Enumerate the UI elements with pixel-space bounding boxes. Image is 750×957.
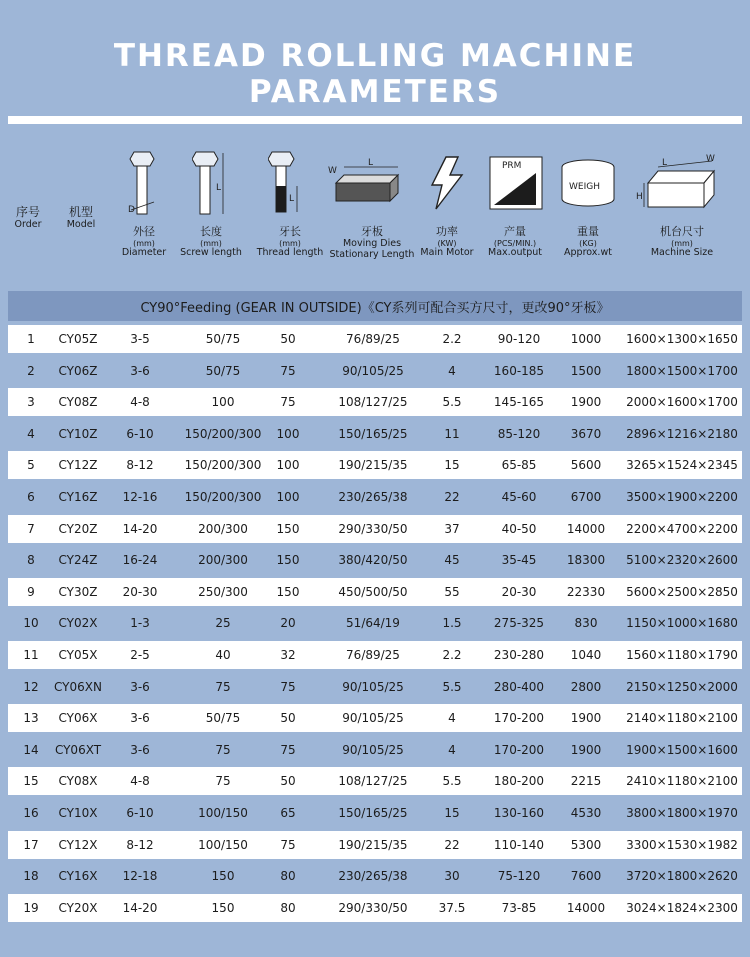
cell-order: 3 (27, 395, 35, 410)
cell-screw-length: 150 (211, 900, 235, 915)
cell-model: CY06X (58, 711, 98, 726)
cell-thread-length: 150 (276, 553, 300, 568)
cell-diameter: 6-10 (126, 426, 154, 441)
cell-model: CY10Z (58, 426, 98, 441)
bolt-length-icon (192, 150, 232, 220)
cell-weight: 7600 (570, 869, 602, 884)
table-row (8, 862, 742, 890)
cell-machine-size: 2000×1600×1700 (626, 395, 738, 410)
cell-motor: 15 (444, 805, 460, 820)
cell-diameter: 1-3 (130, 616, 150, 631)
cell-model: CY08X (58, 774, 98, 789)
cell-screw-length: 100/150 (198, 805, 248, 820)
cell-order: 13 (23, 711, 39, 726)
svg-text:WEIGH: WEIGH (569, 182, 600, 192)
cell-motor: 4 (448, 363, 456, 378)
table-row (8, 767, 742, 795)
cell-model: CY16X (58, 869, 98, 884)
svg-text:L: L (662, 158, 668, 168)
cell-dies: 51/64/19 (346, 616, 400, 631)
cell-order: 17 (23, 837, 39, 852)
table-row (8, 515, 742, 543)
cell-order: 14 (23, 742, 39, 757)
table-row (8, 736, 742, 764)
cell-thread-length: 75 (280, 363, 296, 378)
cell-output: 180-200 (493, 774, 545, 789)
cell-order: 15 (23, 774, 39, 789)
cell-output: 75-120 (497, 869, 541, 884)
header-screw-length: 长度 (mm) Screw length (180, 225, 242, 258)
cell-screw-length: 150/200/300 (184, 426, 262, 441)
cell-thread-length: 80 (280, 869, 296, 884)
cell-order: 4 (27, 426, 35, 441)
cell-diameter: 6-10 (126, 805, 154, 820)
cell-output: 110-140 (493, 837, 545, 852)
cell-dies: 108/127/25 (338, 395, 408, 410)
cell-screw-length: 50/75 (205, 363, 241, 378)
cell-motor: 2.2 (442, 647, 462, 662)
header-diameter: 外径 (mm) Diameter (121, 225, 167, 258)
table-row (8, 831, 742, 859)
cell-dies: 108/127/25 (338, 774, 408, 789)
cell-motor: 45 (444, 553, 460, 568)
cell-machine-size: 3265×1524×2345 (626, 458, 738, 473)
svg-text:L: L (368, 158, 374, 168)
cell-motor: 2.2 (442, 332, 462, 346)
cell-output: 145-165 (493, 395, 545, 410)
cell-dies: 150/165/25 (338, 426, 408, 441)
section-header: CY90°Feeding (GEAR IN OUTSIDE)《CY系列可配合买方尺寸，更改90°牙板》 (8, 291, 742, 321)
cell-motor: 4 (448, 711, 456, 726)
svg-text:L: L (289, 194, 295, 204)
cell-machine-size: 5600×2500×2850 (626, 584, 738, 599)
cell-machine-size: 2200×4700×2200 (626, 521, 738, 536)
cell-weight: 5600 (570, 458, 602, 473)
table-row (8, 325, 742, 353)
cell-thread-length: 65 (280, 805, 296, 820)
cell-motor: 55 (444, 584, 460, 599)
header-model: 机型 Model (66, 205, 96, 230)
cell-motor: 5.5 (442, 679, 462, 694)
die-plate-icon (328, 157, 408, 212)
cell-output: 40-50 (501, 521, 537, 536)
cell-weight: 1040 (570, 647, 602, 662)
cell-model: CY02X (58, 616, 98, 631)
svg-text:W: W (706, 154, 715, 164)
cell-screw-length: 75 (215, 774, 231, 789)
cell-output: 65-85 (501, 458, 537, 473)
cell-weight: 830 (574, 616, 598, 631)
table-row (8, 578, 742, 606)
page-title: THREAD ROLLING MACHINE PARAMETERS (113, 38, 637, 110)
cell-model: CY10X (58, 805, 98, 820)
cell-output: 45-60 (501, 489, 537, 504)
header-thread-length: 牙长 (mm) Thread length (256, 225, 324, 258)
cell-dies: 380/420/50 (338, 553, 408, 568)
cell-diameter: 2-5 (130, 647, 150, 662)
cell-thread-length: 50 (280, 711, 296, 726)
cell-thread-length: 50 (280, 774, 296, 789)
header-icons (0, 145, 750, 215)
cell-weight: 6700 (570, 489, 602, 504)
cell-screw-length: 250/300 (198, 584, 248, 599)
cell-thread-length: 20 (280, 616, 296, 631)
cell-diameter: 12-16 (122, 489, 158, 504)
cell-model: CY12X (58, 837, 98, 852)
bolt-diameter-icon (126, 150, 166, 220)
cell-machine-size: 2150×1250×2000 (626, 679, 738, 694)
cell-weight: 22330 (566, 584, 606, 599)
cell-weight: 14000 (566, 900, 606, 915)
cell-machine-size: 3300×1530×1982 (626, 837, 738, 852)
header-motor: 功率 (KW) Main Motor (420, 225, 474, 258)
parameter-table (8, 325, 742, 925)
cell-diameter: 14-20 (122, 521, 158, 536)
cell-diameter: 4-8 (130, 395, 150, 410)
cell-motor: 4 (448, 742, 456, 757)
cell-diameter: 3-6 (130, 742, 150, 757)
cell-screw-length: 50/75 (205, 711, 241, 726)
cell-order: 9 (27, 584, 35, 599)
cell-weight: 5300 (570, 837, 602, 852)
cell-order: 10 (23, 616, 39, 631)
cell-motor: 5.5 (442, 774, 462, 789)
cell-order: 8 (27, 553, 35, 568)
table-row (8, 704, 742, 732)
cell-machine-size: 1150×1000×1680 (626, 616, 738, 631)
cell-output: 20-30 (501, 584, 537, 599)
svg-text:D: D (128, 205, 135, 215)
cell-order: 5 (27, 458, 35, 473)
cell-screw-length: 75 (215, 742, 231, 757)
cell-dies: 230/265/38 (338, 489, 408, 504)
cell-motor: 37.5 (438, 900, 466, 915)
cell-dies: 290/330/50 (338, 521, 408, 536)
svg-text:W: W (328, 166, 337, 176)
cell-diameter: 16-24 (122, 553, 158, 568)
cell-dies: 450/500/50 (338, 584, 408, 599)
cell-thread-length: 100 (276, 426, 300, 441)
cell-screw-length: 75 (215, 679, 231, 694)
cell-weight: 4530 (570, 805, 602, 820)
cell-weight: 1900 (570, 711, 602, 726)
cell-model: CY05X (58, 647, 98, 662)
cell-thread-length: 75 (280, 679, 296, 694)
cell-screw-length: 200/300 (198, 521, 248, 536)
table-row (8, 673, 742, 701)
lightning-icon (424, 155, 468, 211)
cell-dies: 76/89/25 (346, 647, 400, 662)
cell-motor: 22 (444, 489, 460, 504)
bolt-thread-icon (268, 150, 308, 220)
cell-screw-length: 150/200/300 (184, 489, 262, 504)
svg-text:L: L (216, 183, 222, 193)
cell-thread-length: 75 (280, 837, 296, 852)
cell-model: CY24Z (58, 553, 98, 568)
cell-dies: 90/105/25 (342, 742, 404, 757)
cell-diameter: 3-6 (130, 363, 150, 378)
cell-machine-size: 3500×1900×2200 (626, 489, 738, 504)
cell-order: 11 (23, 647, 39, 662)
cell-dies: 90/105/25 (342, 679, 404, 694)
cell-machine-size: 1800×1500×1700 (626, 363, 738, 378)
cell-screw-length: 150 (211, 869, 235, 884)
cell-model: CY20X (58, 900, 98, 915)
table-row (8, 420, 742, 448)
cell-diameter: 8-12 (126, 837, 154, 852)
cell-machine-size: 2410×1180×2100 (626, 774, 738, 789)
svg-text:PRM: PRM (502, 161, 522, 171)
cell-output: 73-85 (501, 900, 537, 915)
cell-dies: 190/215/35 (338, 837, 408, 852)
cell-model: CY30Z (58, 584, 98, 599)
cell-output: 90-120 (497, 332, 541, 346)
cell-machine-size: 3720×1800×2620 (626, 869, 738, 884)
cell-order: 2 (27, 363, 35, 378)
cell-diameter: 20-30 (122, 584, 158, 599)
cell-diameter: 4-8 (130, 774, 150, 789)
cell-weight: 1000 (570, 332, 602, 346)
cell-output: 170-200 (493, 742, 545, 757)
box-dimension-icon (636, 153, 726, 215)
cell-thread-length: 75 (280, 395, 296, 410)
cell-weight: 18300 (566, 553, 606, 568)
cell-model: CY06XN (54, 679, 102, 694)
cell-motor: 37 (444, 521, 460, 536)
cell-order: 12 (23, 679, 39, 694)
cell-machine-size: 5100×2320×2600 (626, 553, 738, 568)
cell-output: 130-160 (493, 805, 545, 820)
cell-thread-length: 75 (280, 742, 296, 757)
cell-machine-size: 2896×1216×2180 (626, 426, 738, 441)
cell-diameter: 3-6 (130, 679, 150, 694)
cell-machine-size: 1560×1180×1790 (626, 647, 738, 662)
cell-model: CY05Z (58, 332, 98, 346)
cell-screw-length: 200/300 (198, 553, 248, 568)
cell-thread-length: 100 (276, 489, 300, 504)
cell-motor: 5.5 (442, 395, 462, 410)
header-machine-size: 机台尺寸 (mm) Machine Size (650, 225, 714, 258)
cell-order: 19 (23, 900, 39, 915)
cell-model: CY06Z (58, 363, 98, 378)
table-row (8, 388, 742, 416)
cell-screw-length: 100 (211, 395, 235, 410)
cell-thread-length: 100 (276, 458, 300, 473)
cell-thread-length: 150 (276, 521, 300, 536)
cell-thread-length: 150 (276, 584, 300, 599)
header-order: 序号 Order (14, 205, 42, 230)
cell-thread-length: 80 (280, 900, 296, 915)
cell-screw-length: 50/75 (205, 332, 241, 346)
table-row (8, 641, 742, 669)
cell-dies: 190/215/35 (338, 458, 408, 473)
weight-icon (558, 157, 618, 209)
table-row (8, 483, 742, 511)
table-row (8, 357, 742, 385)
cell-thread-length: 50 (280, 332, 296, 346)
cell-screw-length: 150/200/300 (184, 458, 262, 473)
table-row (8, 799, 742, 827)
cell-motor: 1.5 (442, 616, 462, 631)
svg-text:H: H (636, 192, 643, 202)
prm-gauge-icon (488, 155, 544, 211)
cell-motor: 22 (444, 837, 460, 852)
cell-dies: 150/165/25 (338, 805, 408, 820)
cell-dies: 90/105/25 (342, 363, 404, 378)
cell-weight: 3670 (570, 426, 602, 441)
cell-motor: 15 (444, 458, 460, 473)
cell-output: 280-400 (493, 679, 545, 694)
cell-order: 7 (27, 521, 35, 536)
cell-weight: 2215 (570, 774, 602, 789)
cell-diameter: 14-20 (122, 900, 158, 915)
cell-model: CY12Z (58, 458, 98, 473)
cell-model: CY20Z (58, 521, 98, 536)
cell-machine-size: 1900×1500×1600 (626, 742, 738, 757)
cell-dies: 90/105/25 (342, 711, 404, 726)
cell-order: 6 (27, 489, 35, 504)
cell-order: 1 (27, 332, 35, 346)
cell-order: 16 (23, 805, 39, 820)
cell-machine-size: 3800×1800×1970 (626, 805, 738, 820)
cell-dies: 290/330/50 (338, 900, 408, 915)
cell-diameter: 12-18 (122, 869, 158, 884)
cell-weight: 1900 (570, 395, 602, 410)
cell-motor: 30 (444, 869, 460, 884)
cell-weight: 1900 (570, 742, 602, 757)
cell-screw-length: 40 (215, 647, 231, 662)
table-row (8, 609, 742, 637)
cell-model: CY16Z (58, 489, 98, 504)
cell-weight: 14000 (566, 521, 606, 536)
cell-output: 85-120 (497, 426, 541, 441)
cell-machine-size: 3024×1824×2300 (626, 900, 738, 915)
cell-model: CY06XT (54, 742, 102, 757)
cell-dies: 230/265/38 (338, 869, 408, 884)
table-row (8, 451, 742, 479)
cell-thread-length: 32 (280, 647, 296, 662)
table-row (8, 894, 742, 922)
cell-output: 35-45 (501, 553, 537, 568)
cell-machine-size: 2140×1180×2100 (626, 711, 738, 726)
cell-order: 18 (23, 869, 39, 884)
table-row (8, 546, 742, 574)
title-divider (8, 116, 742, 124)
cell-dies: 76/89/25 (346, 332, 400, 346)
cell-diameter: 8-12 (126, 458, 154, 473)
cell-weight: 1500 (570, 363, 602, 378)
cell-screw-length: 100/150 (198, 837, 248, 852)
cell-screw-length: 25 (215, 616, 231, 631)
cell-output: 160-185 (493, 363, 545, 378)
cell-output: 170-200 (493, 711, 545, 726)
cell-motor: 11 (444, 426, 460, 441)
cell-weight: 2800 (570, 679, 602, 694)
cell-diameter: 3-5 (130, 332, 150, 346)
cell-output: 230-280 (493, 647, 545, 662)
header-dies: 牙板 Moving Dies Stationary Length (329, 225, 415, 260)
cell-output: 275-325 (493, 616, 545, 631)
cell-model: CY08Z (58, 395, 98, 410)
cell-diameter: 3-6 (130, 711, 150, 726)
cell-machine-size: 1600×1300×1650 (626, 332, 738, 346)
header-weight: 重量 (KG) Approx.wt (564, 225, 612, 258)
header-output: 产量 (PCS/MIN.) Max.output (488, 225, 542, 258)
